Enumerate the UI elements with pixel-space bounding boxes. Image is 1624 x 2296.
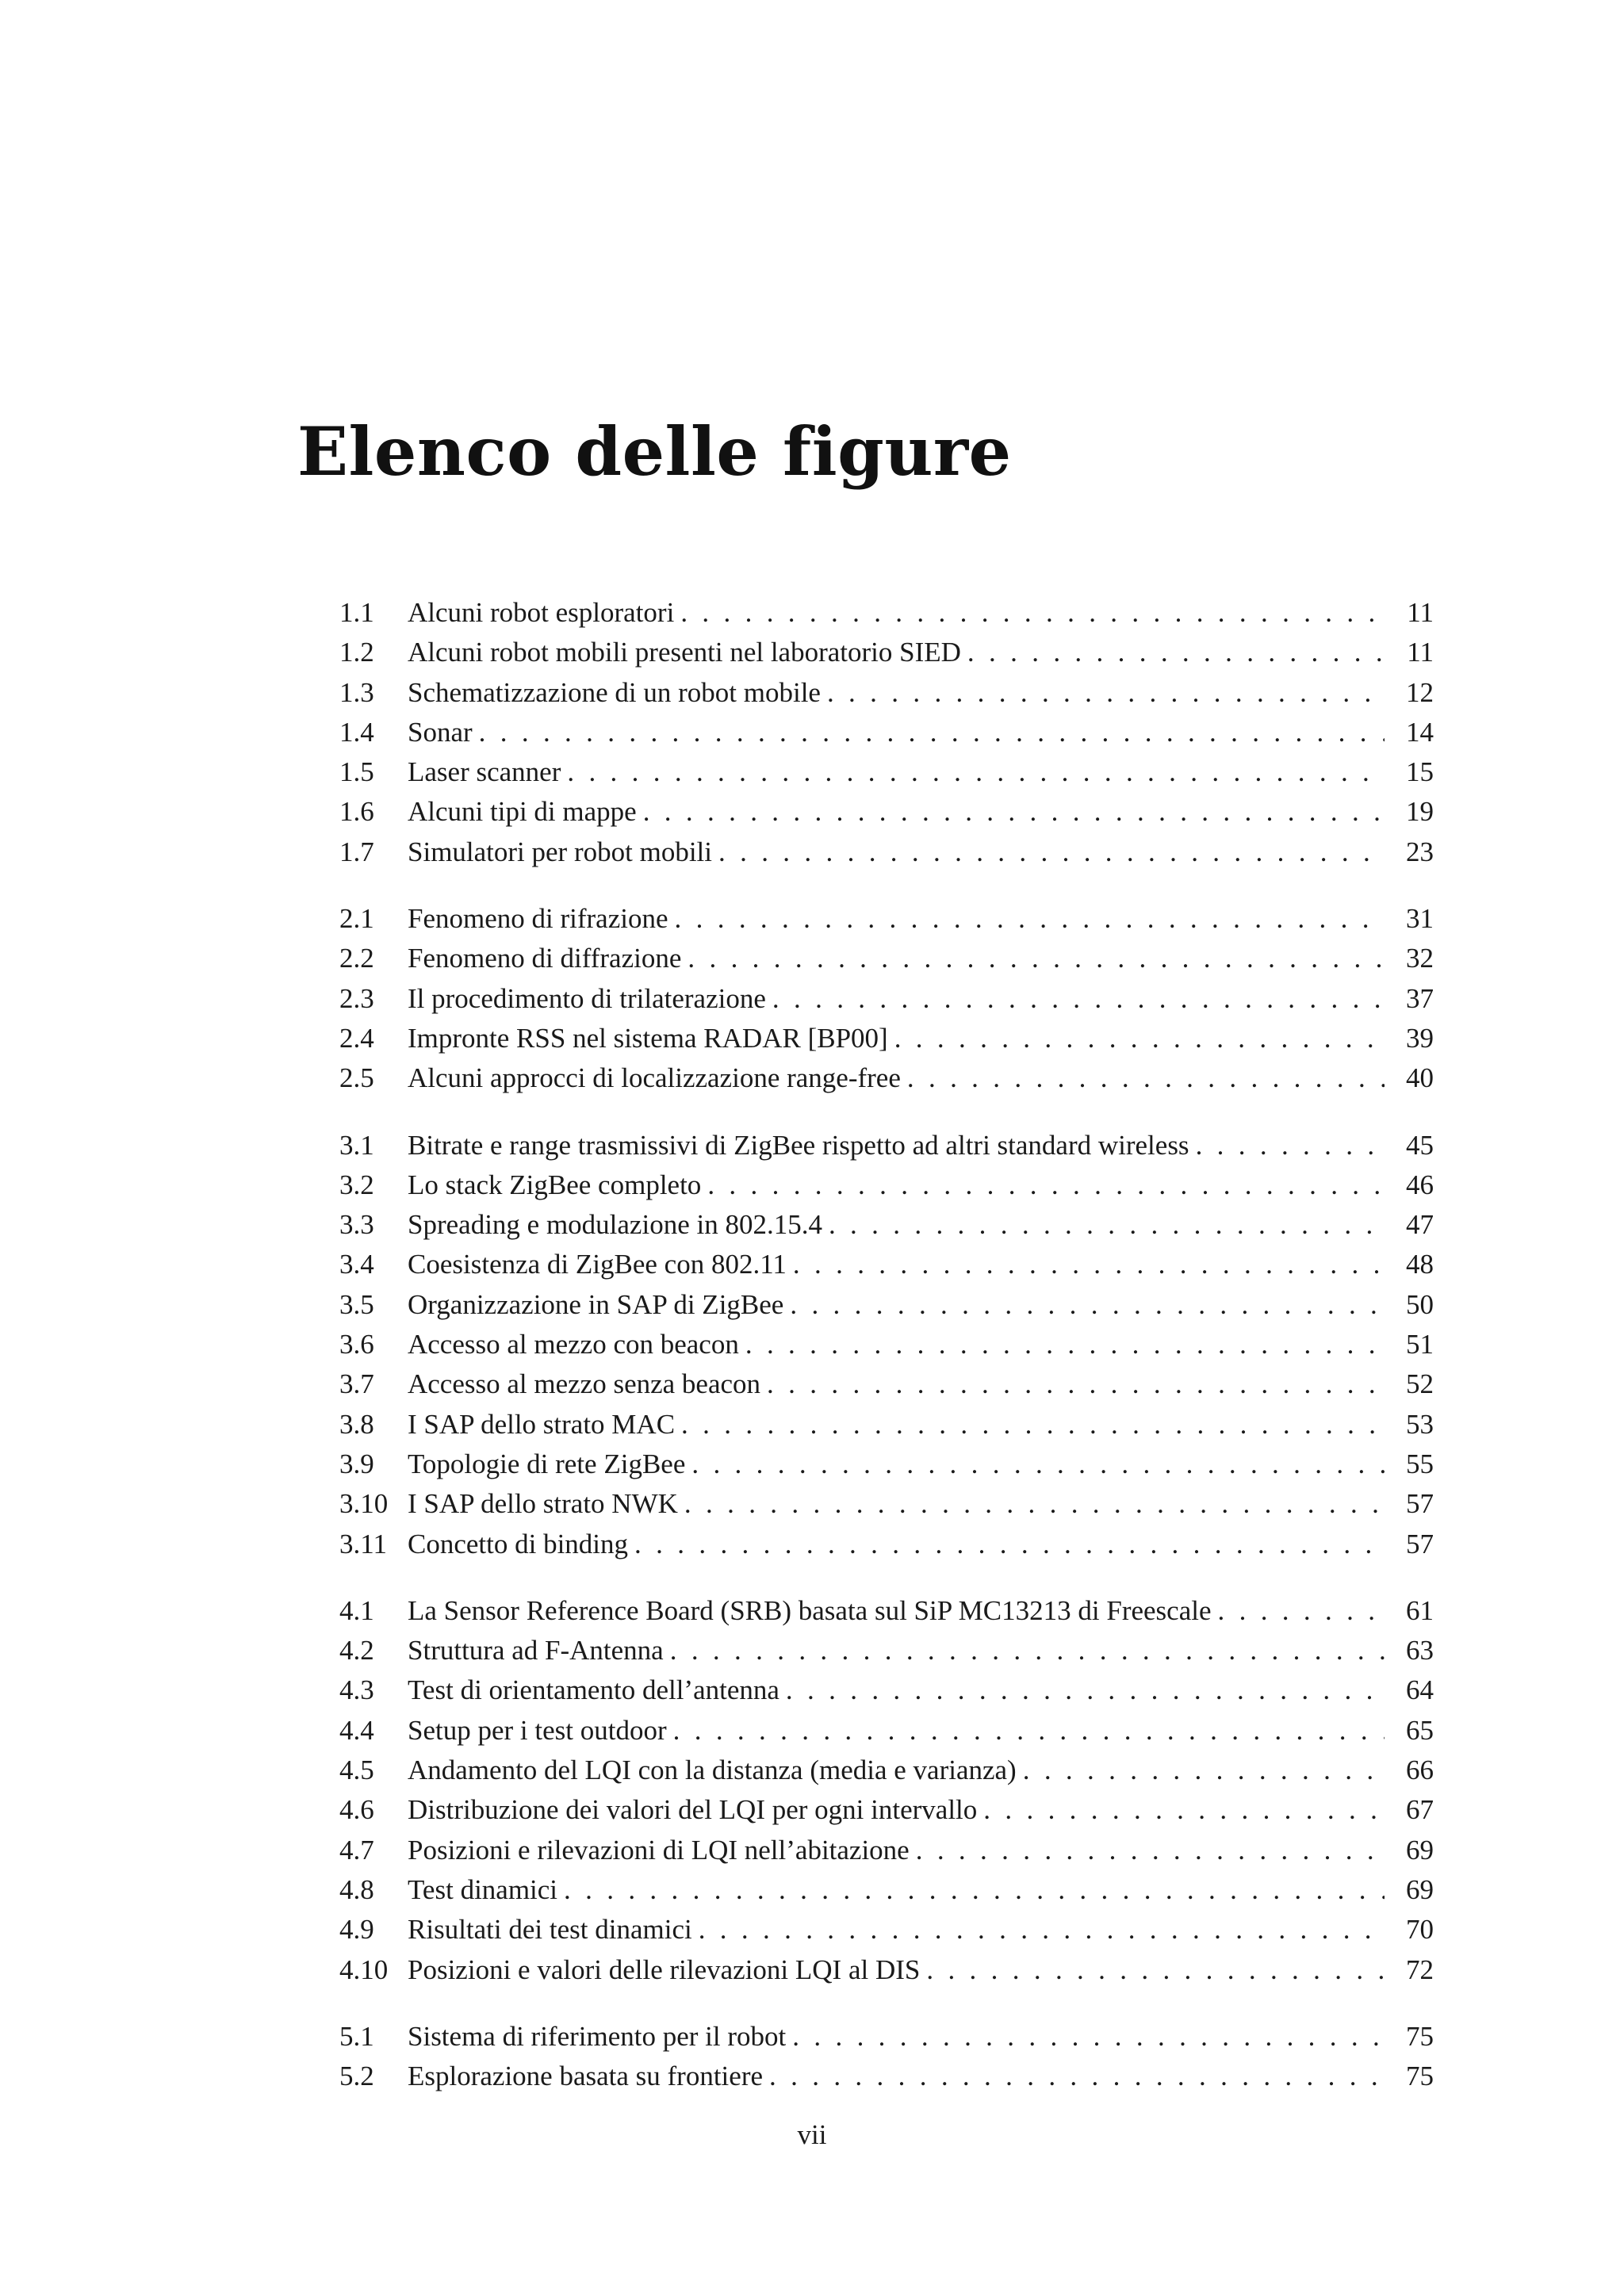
chapter-group bbox=[339, 1591, 1434, 1990]
figure-caption: I SAP dello strato NWK bbox=[408, 1488, 678, 1520]
figure-entry[interactable] bbox=[339, 1205, 1434, 1245]
page-number: 52 bbox=[1406, 1368, 1434, 1400]
page-number-footer: vii bbox=[797, 2119, 827, 2150]
page-number: 70 bbox=[1406, 1914, 1434, 1946]
figure-number: 3.3 bbox=[339, 1209, 374, 1241]
figure-caption: Lo stack ZigBee completo bbox=[408, 1169, 702, 1200]
figure-entry[interactable] bbox=[339, 1591, 1434, 1631]
figure-caption: Andamento del LQI con la distanza (media e varianza) bbox=[408, 1755, 1017, 1786]
dot-leader bbox=[772, 979, 1385, 1019]
dot-leader bbox=[793, 1245, 1385, 1284]
page-number: 40 bbox=[1406, 1062, 1434, 1094]
dot-leader bbox=[673, 1711, 1385, 1751]
figure-number: 4.3 bbox=[339, 1674, 374, 1706]
page-number: 57 bbox=[1406, 1528, 1434, 1559]
dot-leader bbox=[829, 1205, 1385, 1245]
page-number: 11 bbox=[1407, 597, 1434, 628]
figure-number: 4.1 bbox=[339, 1594, 374, 1626]
figure-caption: Accesso al mezzo senza beacon bbox=[408, 1368, 761, 1400]
figure-caption: Alcuni robot esploratori bbox=[408, 597, 675, 628]
figure-entry[interactable] bbox=[339, 1058, 1434, 1098]
page-number: 69 bbox=[1406, 1834, 1434, 1866]
figure-entry[interactable] bbox=[339, 1165, 1434, 1205]
figure-caption: Alcuni approcci di localizzazione range-free bbox=[408, 1062, 901, 1094]
figure-entry[interactable] bbox=[339, 832, 1434, 872]
figure-caption: Alcuni robot mobili presenti nel laboratorio SIED bbox=[408, 637, 961, 668]
figure-caption: Risultati dei test dinamici bbox=[408, 1914, 692, 1946]
chapter-group bbox=[339, 593, 1434, 872]
figure-caption: I SAP dello strato MAC bbox=[408, 1408, 676, 1440]
figure-number: 3.9 bbox=[339, 1448, 374, 1479]
figure-number: 4.7 bbox=[339, 1834, 374, 1866]
dot-leader bbox=[967, 633, 1385, 672]
figure-caption: Il procedimento di trilaterazione bbox=[408, 982, 766, 1014]
figure-caption: Concetto di binding bbox=[408, 1528, 629, 1559]
figure-entry[interactable] bbox=[339, 1950, 1434, 1990]
figure-caption: Accesso al mezzo con beacon bbox=[408, 1329, 739, 1360]
dot-leader bbox=[916, 1831, 1385, 1870]
figure-caption: Esplorazione basata su frontiere bbox=[408, 2061, 764, 2092]
page-number: 55 bbox=[1406, 1448, 1434, 1479]
figure-caption: Test dinamici bbox=[408, 1873, 558, 1905]
page-number: 63 bbox=[1406, 1635, 1434, 1667]
figure-caption: Fenomeno di rifrazione bbox=[408, 903, 668, 935]
figure-number: 1.5 bbox=[339, 756, 374, 788]
figure-caption: Sonar bbox=[408, 716, 473, 748]
dot-leader bbox=[1196, 1126, 1385, 1165]
figure-number: 4.5 bbox=[339, 1755, 374, 1786]
dot-leader bbox=[926, 1950, 1385, 1990]
figure-entry[interactable] bbox=[339, 713, 1434, 752]
figure-entry[interactable] bbox=[339, 1711, 1434, 1751]
figure-number: 1.6 bbox=[339, 796, 374, 828]
figure-caption: Impronte RSS nel sistema RADAR [BP00] bbox=[408, 1022, 888, 1054]
figure-entry[interactable] bbox=[339, 673, 1434, 713]
figure-number: 2.2 bbox=[339, 943, 374, 974]
chapter-group bbox=[339, 899, 1434, 1098]
page-number: 47 bbox=[1406, 1209, 1434, 1241]
dot-leader bbox=[907, 1058, 1385, 1098]
page-number: 72 bbox=[1406, 1954, 1434, 1985]
figure-entry[interactable] bbox=[339, 1019, 1434, 1058]
figure-caption: Struttura ad F-Antenna bbox=[408, 1635, 664, 1667]
page-number: 69 bbox=[1406, 1873, 1434, 1905]
figure-entry[interactable] bbox=[339, 1670, 1434, 1710]
dot-leader bbox=[567, 752, 1385, 792]
figure-number: 3.11 bbox=[339, 1528, 387, 1559]
figure-number: 1.7 bbox=[339, 836, 374, 867]
figure-number: 2.5 bbox=[339, 1062, 374, 1094]
dot-leader bbox=[786, 1670, 1385, 1710]
figure-caption: Fenomeno di diffrazione bbox=[408, 943, 682, 974]
figure-entry[interactable] bbox=[339, 1870, 1434, 1910]
figure-entry[interactable] bbox=[339, 593, 1434, 633]
figure-caption: La Sensor Reference Board (SRB) basata sul SiP MC13213 di Freescale bbox=[408, 1594, 1212, 1626]
figure-entry[interactable] bbox=[339, 939, 1434, 978]
figure-entry[interactable] bbox=[339, 2057, 1434, 2096]
dot-leader bbox=[691, 1445, 1385, 1484]
figure-number: 1.1 bbox=[339, 597, 374, 628]
figure-number: 3.4 bbox=[339, 1249, 374, 1280]
page-number: 14 bbox=[1406, 716, 1434, 748]
figure-number: 3.7 bbox=[339, 1368, 374, 1400]
page-number: 23 bbox=[1406, 836, 1434, 867]
dot-leader bbox=[479, 713, 1385, 752]
figure-number: 4.8 bbox=[339, 1873, 374, 1905]
figure-entry[interactable] bbox=[339, 979, 1434, 1019]
figure-number: 1.2 bbox=[339, 637, 374, 668]
page-number: 51 bbox=[1406, 1329, 1434, 1360]
page-number: 65 bbox=[1406, 1714, 1434, 1746]
figure-entry[interactable] bbox=[339, 1364, 1434, 1404]
figure-number: 4.9 bbox=[339, 1914, 374, 1946]
dot-leader bbox=[769, 2057, 1385, 2096]
figure-entry[interactable] bbox=[339, 1525, 1434, 1564]
figure-entry[interactable] bbox=[339, 2017, 1434, 2057]
figure-entry[interactable] bbox=[339, 792, 1434, 832]
figure-caption: Posizioni e valori delle rilevazioni LQI al DIS bbox=[408, 1954, 921, 1985]
page-number: 32 bbox=[1406, 943, 1434, 974]
chapter-group bbox=[339, 2017, 1434, 2097]
figure-caption: Schematizzazione di un robot mobile bbox=[408, 676, 821, 708]
figure-number: 4.6 bbox=[339, 1794, 374, 1826]
page-number: 11 bbox=[1407, 637, 1434, 668]
dot-leader bbox=[1023, 1751, 1385, 1790]
figure-entry[interactable] bbox=[339, 633, 1434, 672]
dot-leader bbox=[680, 593, 1385, 633]
figure-entry[interactable] bbox=[339, 1405, 1434, 1445]
dot-leader bbox=[827, 673, 1385, 713]
figure-caption: Distribuzione dei valori del LQI per ogni intervallo bbox=[408, 1794, 978, 1826]
figure-number: 4.2 bbox=[339, 1635, 374, 1667]
page-number: 45 bbox=[1406, 1129, 1434, 1161]
page-number: 15 bbox=[1406, 756, 1434, 788]
page-number: 67 bbox=[1406, 1794, 1434, 1826]
page-number: 19 bbox=[1406, 796, 1434, 828]
dot-leader bbox=[983, 1790, 1385, 1830]
page-number: 31 bbox=[1406, 903, 1434, 935]
figure-number: 2.1 bbox=[339, 903, 374, 935]
dot-leader bbox=[792, 2017, 1385, 2057]
dot-leader bbox=[699, 1910, 1385, 1950]
dot-leader bbox=[894, 1019, 1385, 1058]
figure-caption: Laser scanner bbox=[408, 756, 561, 788]
figure-number: 3.2 bbox=[339, 1169, 374, 1200]
figure-number: 3.5 bbox=[339, 1288, 374, 1320]
page-number: 12 bbox=[1406, 676, 1434, 708]
page-number: 37 bbox=[1406, 982, 1434, 1014]
figure-number: 2.3 bbox=[339, 982, 374, 1014]
figure-caption: Posizioni e rilevazioni di LQI nell’abitazione bbox=[408, 1834, 910, 1866]
figure-entry[interactable] bbox=[339, 1484, 1434, 1524]
figure-number: 1.4 bbox=[339, 716, 374, 748]
page-number: 66 bbox=[1406, 1755, 1434, 1786]
figure-caption: Topologie di rete ZigBee bbox=[408, 1448, 686, 1479]
dot-leader bbox=[790, 1285, 1385, 1325]
dot-leader bbox=[707, 1165, 1385, 1205]
figure-number: 2.4 bbox=[339, 1022, 374, 1054]
figure-entry[interactable] bbox=[339, 1245, 1434, 1284]
figure-caption: Organizzazione in SAP di ZigBee bbox=[408, 1288, 784, 1320]
figure-caption: Spreading e modulazione in 802.15.4 bbox=[408, 1209, 822, 1241]
figure-number: 3.8 bbox=[339, 1408, 374, 1440]
page-number: 53 bbox=[1406, 1408, 1434, 1440]
figure-entry[interactable] bbox=[339, 1285, 1434, 1325]
page-number: 64 bbox=[1406, 1674, 1434, 1706]
dot-leader bbox=[643, 792, 1385, 832]
figure-entry[interactable] bbox=[339, 1325, 1434, 1364]
dot-leader bbox=[1218, 1591, 1385, 1631]
figure-number: 5.2 bbox=[339, 2061, 374, 2092]
figure-caption: Bitrate e range trasmissivi di ZigBee rispetto ad altri standard wireless bbox=[408, 1129, 1189, 1161]
figure-number: 3.1 bbox=[339, 1129, 374, 1161]
figure-entry[interactable] bbox=[339, 1910, 1434, 1950]
figure-number: 4.4 bbox=[339, 1714, 374, 1746]
page-number: 57 bbox=[1406, 1488, 1434, 1520]
page-number: 48 bbox=[1406, 1249, 1434, 1280]
page-title: Elenco delle figure bbox=[297, 412, 1012, 491]
figure-caption: Coesistenza di ZigBee con 802.11 bbox=[408, 1249, 787, 1280]
dot-leader bbox=[675, 899, 1385, 939]
dot-leader bbox=[670, 1631, 1385, 1670]
figure-entry[interactable] bbox=[339, 1126, 1434, 1165]
page-number: 75 bbox=[1406, 2061, 1434, 2092]
dot-leader bbox=[767, 1364, 1385, 1404]
figure-entry[interactable] bbox=[339, 1445, 1434, 1484]
figure-entry[interactable] bbox=[339, 1751, 1434, 1790]
figure-entry[interactable] bbox=[339, 1831, 1434, 1870]
figure-entry[interactable] bbox=[339, 899, 1434, 939]
figure-caption: Setup per i test outdoor bbox=[408, 1714, 667, 1746]
page-number: 75 bbox=[1406, 2020, 1434, 2052]
figure-number: 4.10 bbox=[339, 1954, 389, 1985]
dot-leader bbox=[681, 1405, 1385, 1445]
chapter-group bbox=[339, 1126, 1434, 1564]
page-number: 61 bbox=[1406, 1594, 1434, 1626]
page-number: 39 bbox=[1406, 1022, 1434, 1054]
dot-leader bbox=[688, 939, 1385, 978]
figure-caption: Sistema di riferimento per il robot bbox=[408, 2020, 787, 2052]
figure-number: 3.6 bbox=[339, 1329, 374, 1360]
dot-leader bbox=[634, 1525, 1385, 1564]
figure-caption: Test di orientamento dell’antenna bbox=[408, 1674, 779, 1706]
figure-entry[interactable] bbox=[339, 1631, 1434, 1670]
dot-leader bbox=[718, 832, 1385, 872]
figure-caption: Alcuni tipi di mappe bbox=[408, 796, 637, 828]
figure-number: 1.3 bbox=[339, 676, 374, 708]
figure-caption: Simulatori per robot mobili bbox=[408, 836, 712, 867]
dot-leader bbox=[684, 1484, 1385, 1524]
dot-leader bbox=[745, 1325, 1385, 1364]
dot-leader bbox=[564, 1870, 1385, 1910]
page-number: 50 bbox=[1406, 1288, 1434, 1320]
list-of-figures bbox=[339, 593, 1434, 2096]
page-number: 46 bbox=[1406, 1169, 1434, 1200]
figure-entry[interactable] bbox=[339, 1790, 1434, 1830]
figure-number: 3.10 bbox=[339, 1488, 389, 1520]
figure-number: 5.1 bbox=[339, 2020, 374, 2052]
figure-entry[interactable] bbox=[339, 752, 1434, 792]
